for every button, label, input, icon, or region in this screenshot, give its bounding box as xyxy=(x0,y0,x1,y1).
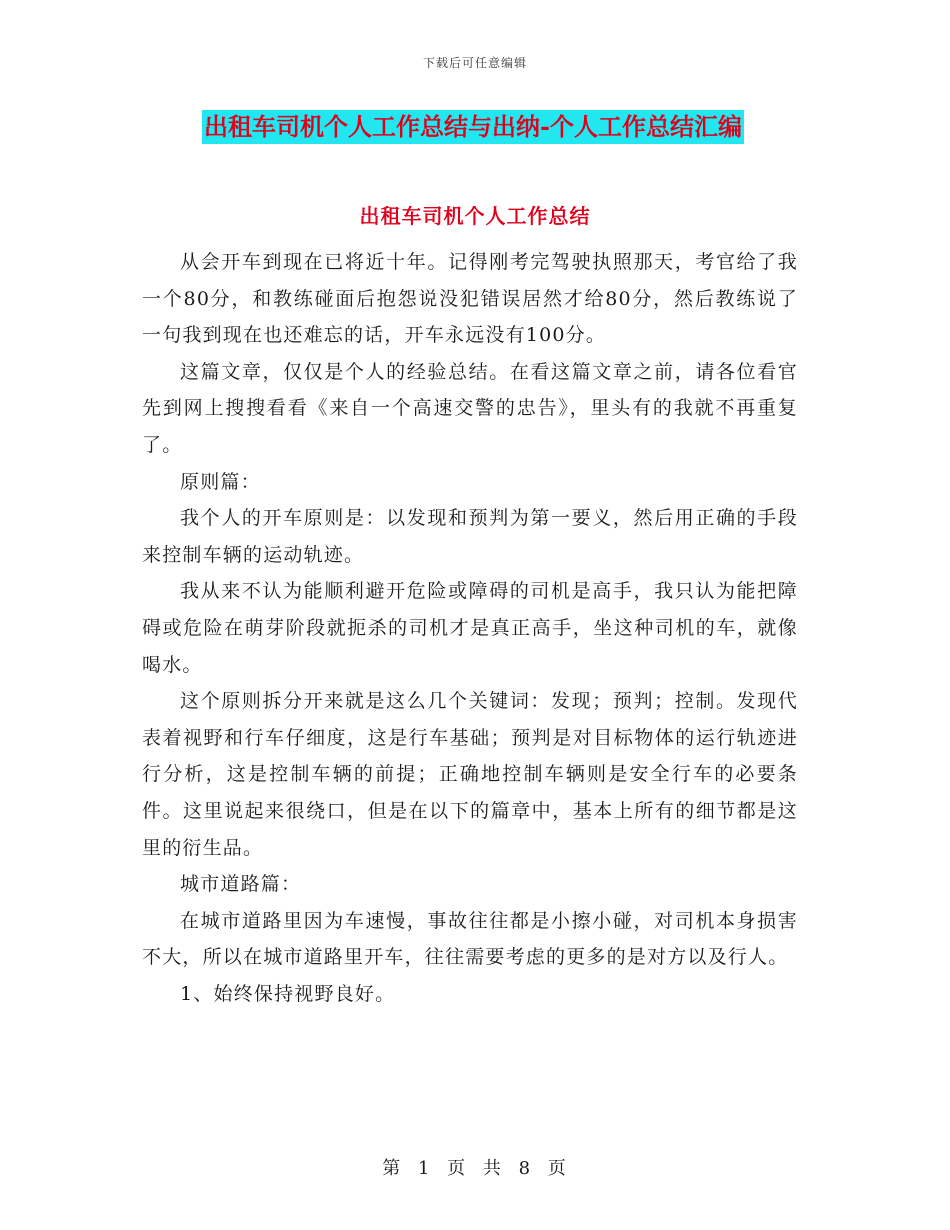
paragraph: 从会开车到现在已将近十年。记得刚考完驾驶执照那天，考官给了我一个80分，和教练碰面后抱怨说没犯错误居然才给80分，然后教练说了一句我到现在也还难忘的话，开车永远没有100分。 xyxy=(142,251,798,347)
section-title: 出租车司机个人工作总结 xyxy=(359,204,591,228)
footer-total-unit: 页 xyxy=(547,1158,568,1179)
paragraph: 我从来不认为能顺利避开危险或障碍的司机是高手，我只认为能把障碍或危险在萌芽阶段就扼杀的司机才是真正高手，坐这种司机的车，就像喝水。 xyxy=(142,580,798,676)
list-item: 1、始终保持视野良好。 xyxy=(180,982,396,1005)
paragraph: 在城市道路里因为车速慢，事故往往都是小擦小碰，对司机本身损害不大，所以在城市道路里开车，往往需要考虑的更多的是对方以及行人。 xyxy=(142,909,798,969)
paragraph: 我个人的开车原则是：以发现和预判为第一要义，然后用正确的手段来控制车辆的运动轨迹。 xyxy=(142,507,798,566)
footer-page-unit: 页 xyxy=(447,1158,468,1179)
paragraph: 这篇文章，仅仅是个人的经验总结。在看这篇文章之前，请各位看官先到网上搜搜看看《来自一个高速交警的忠告》，里头有的我就不再重复了。 xyxy=(142,360,798,456)
header-note: 下载后可任意编辑 xyxy=(422,56,527,70)
paragraph: 这个原则拆分开来就是这么几个关键词：发现；预判；控制。发现代表着视野和行车仔细度，这是行车基础；预判是对目标物体的运行轨迹进行分析，这是控制车辆的前提；正确地控制车辆则是安全行车的必要条件。这里说起来很绕口，但是在以下的篇章中，基本上所有的细节都是这里的衍生品。 xyxy=(142,690,798,859)
paragraph-heading: 原则篇： xyxy=(180,470,261,493)
page-footer xyxy=(0,1154,950,1180)
paragraph-heading: 城市道路篇： xyxy=(180,873,302,896)
footer-page-number: 1 xyxy=(417,1158,432,1179)
footer-page-prefix: 第 xyxy=(382,1158,403,1179)
document-main-title: 出租车司机个人工作总结与出纳-个人工作总结汇编 xyxy=(202,110,744,144)
document-body xyxy=(142,244,798,1012)
footer-total-prefix: 共 xyxy=(482,1158,503,1179)
footer-total-pages: 8 xyxy=(518,1158,533,1179)
